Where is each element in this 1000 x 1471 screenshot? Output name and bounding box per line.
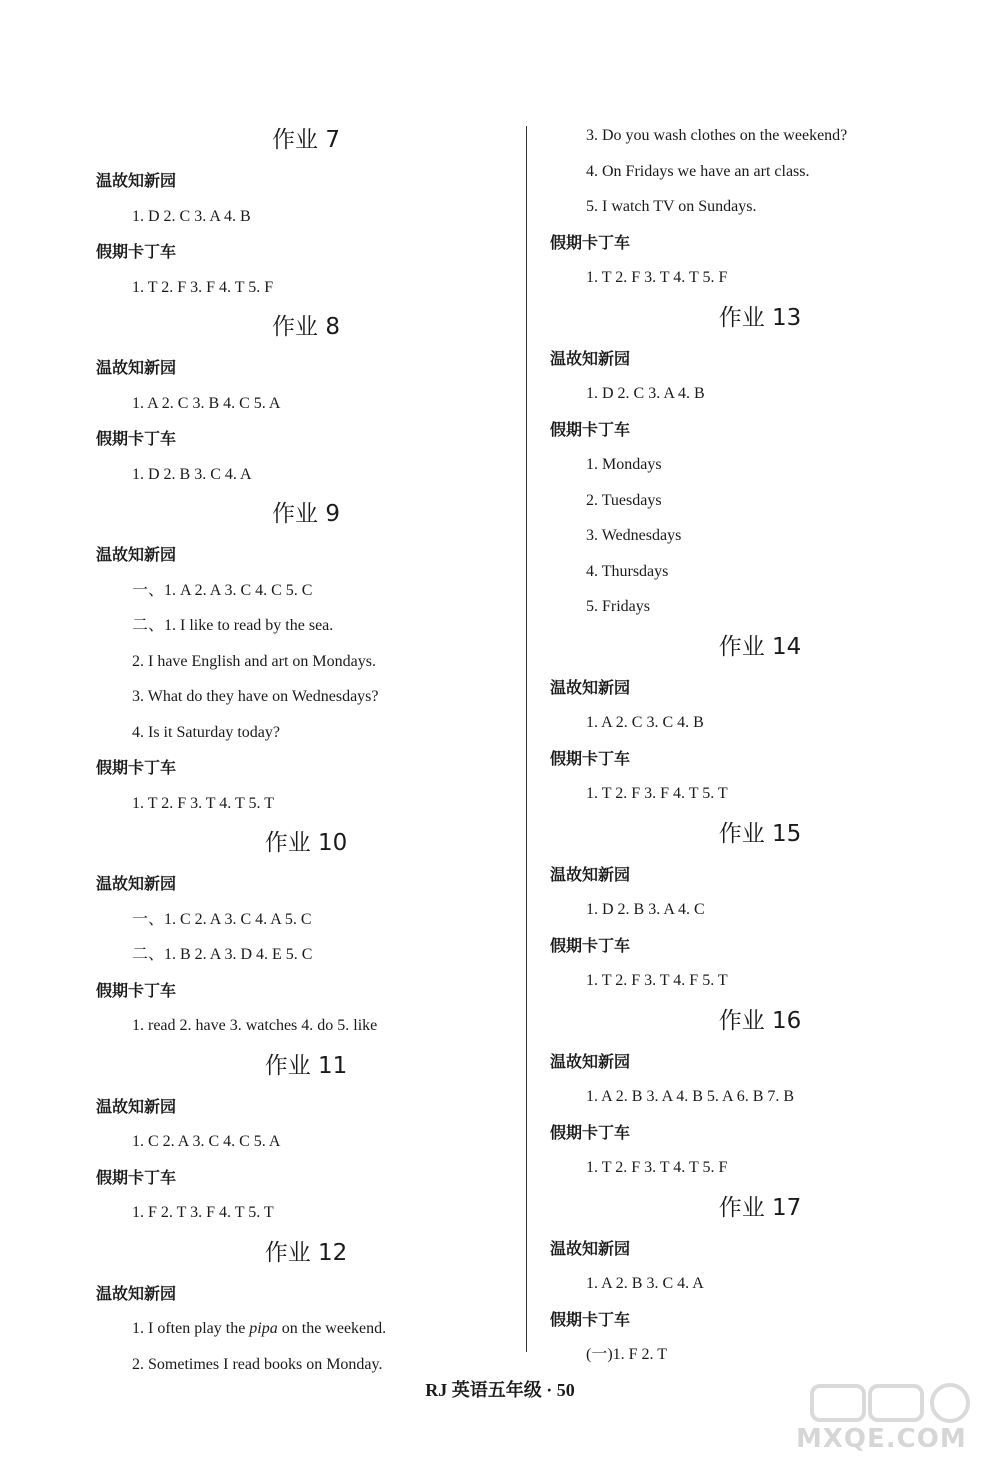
homework-title: 作业 10 xyxy=(264,830,348,856)
answer-line: 1. Mondays xyxy=(586,456,662,473)
answer-line: 5. I watch TV on Sundays. xyxy=(586,198,757,215)
left-column xyxy=(96,118,516,1382)
watermark-url: MXQE.COM xyxy=(796,1424,967,1454)
section-heading: 温故知新园 xyxy=(96,1096,177,1116)
answer-line: 4. Thursdays xyxy=(586,562,669,580)
answer-line: 3. What do they have on Wednesdays? xyxy=(132,688,379,705)
answer-line: 1. D 2. C 3. A 4. B xyxy=(586,385,705,402)
answer-line: 1. T 2. F 3. F 4. T 5. F xyxy=(132,278,274,296)
section-heading: 温故知新园 xyxy=(550,1051,631,1071)
answer-line: 3. Wednesdays xyxy=(586,527,682,544)
homework-title: 作业 13 xyxy=(718,304,802,331)
answer-line: 二、1. B 2. A 3. D 4. E 5. C xyxy=(132,946,313,963)
homework-title: 作业 14 xyxy=(718,633,802,660)
answer-line: 1. C 2. A 3. C 4. C 5. A xyxy=(132,1133,281,1150)
answer-line: 5. Fridays xyxy=(586,598,650,615)
answer-line: 2. I have English and art on Mondays. xyxy=(132,652,376,670)
homework-title: 作业 16 xyxy=(718,1007,802,1034)
section-heading: 温故知新园 xyxy=(550,677,631,697)
section-heading: 假期卡丁车 xyxy=(550,419,631,439)
section-heading: 假期卡丁车 xyxy=(550,232,631,252)
answer-line: 一、1. A 2. A 3. C 4. C 5. C xyxy=(132,581,313,599)
answer-line: 2. Sometimes I read books on Monday. xyxy=(132,1355,383,1373)
homework-title: 作业 8 xyxy=(272,314,340,340)
answer-line: 1. A 2. C 3. C 4. B xyxy=(586,714,704,731)
homework-title: 作业 11 xyxy=(264,1052,348,1079)
answer-line: 1. T 2. F 3. T 4. T 5. F xyxy=(586,1159,728,1176)
answer-line: (一)1. F 2. T xyxy=(586,1346,668,1363)
homework-title: 作业 7 xyxy=(272,127,340,153)
answer-line: 3. Do you wash clothes on the weekend? xyxy=(586,127,848,144)
section-heading: 假期卡丁车 xyxy=(550,1309,631,1329)
answer-line: 二、1. I like to read by the sea. xyxy=(132,617,334,634)
homework-title: 作业 15 xyxy=(718,820,802,847)
answer-line: 2. Tuesdays xyxy=(586,491,662,509)
section-heading: 假期卡丁车 xyxy=(96,758,177,777)
homework-title: 作业 17 xyxy=(718,1194,802,1221)
answer-line: 1. A 2. B 3. A 4. B 5. A 6. B 7. B xyxy=(586,1088,795,1105)
section-heading: 假期卡丁车 xyxy=(96,429,177,448)
section-heading: 温故知新园 xyxy=(550,348,631,368)
answer-line: 1. I often play the pipa on the weekend. xyxy=(132,1320,387,1337)
section-heading: 假期卡丁车 xyxy=(550,935,631,955)
page-footer: RJ 英语五年级 · 50 xyxy=(425,1380,575,1400)
section-heading: 温故知新园 xyxy=(96,1283,177,1303)
homework-title: 作业 12 xyxy=(264,1239,348,1266)
answer-line: 1. T 2. F 3. T 4. T 5. F xyxy=(586,269,728,286)
section-heading: 温故知新园 xyxy=(96,171,177,190)
answer-line: 1. A 2. C 3. B 4. C 5. A xyxy=(132,394,281,412)
answer-line: 1. D 2. B 3. A 4. C xyxy=(586,901,705,918)
answer-line: 1. A 2. B 3. C 4. A xyxy=(586,1275,704,1292)
answer-line: 1. F 2. T 3. F 4. T 5. T xyxy=(132,1204,274,1221)
section-heading: 温故知新园 xyxy=(550,1238,631,1258)
section-heading: 假期卡丁车 xyxy=(550,1122,631,1142)
homework-title: 作业 9 xyxy=(272,501,340,527)
answer-line: 1. T 2. F 3. T 4. F 5. T xyxy=(586,972,728,989)
section-heading: 假期卡丁车 xyxy=(550,748,631,768)
section-heading: 假期卡丁车 xyxy=(96,1167,177,1187)
answer-line: 1. D 2. B 3. C 4. A xyxy=(132,465,252,483)
section-heading: 温故知新园 xyxy=(96,874,177,893)
answer-line: 1. T 2. F 3. F 4. T 5. T xyxy=(586,785,728,802)
section-heading: 温故知新园 xyxy=(550,864,631,884)
answer-line: 4. On Fridays we have an art class. xyxy=(586,162,810,180)
section-heading: 温故知新园 xyxy=(96,545,177,564)
section-heading: 假期卡丁车 xyxy=(96,980,177,1000)
right-column xyxy=(550,118,970,1373)
answer-line: 1. T 2. F 3. T 4. T 5. T xyxy=(132,794,274,812)
answer-line: 一、1. C 2. A 3. C 4. A 5. C xyxy=(132,910,312,928)
column-divider xyxy=(526,126,527,1352)
section-heading: 假期卡丁车 xyxy=(96,242,177,261)
answer-line: 1. D 2. C 3. A 4. B xyxy=(132,207,251,225)
answer-line: 4. Is it Saturday today? xyxy=(132,723,280,741)
section-heading: 温故知新园 xyxy=(96,358,177,377)
answer-line: 1. read 2. have 3. watches 4. do 5. like xyxy=(132,1017,378,1034)
watermark xyxy=(790,1380,990,1465)
watermark-logo xyxy=(810,1382,980,1424)
